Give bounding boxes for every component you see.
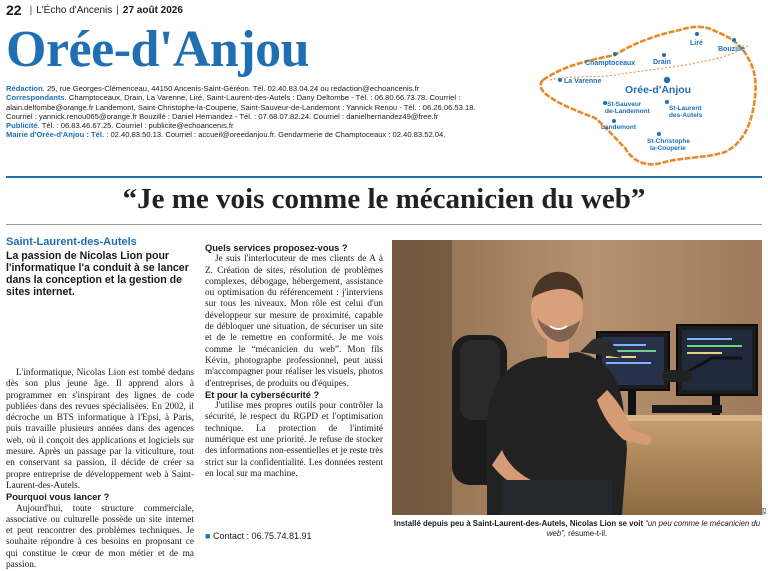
label-oree: Orée-d'Anjou <box>625 84 692 96</box>
label-st-laurent-2: des-Autels <box>669 112 703 119</box>
label-st-sauveur-2: de-Landemont <box>605 108 650 115</box>
contact-redaction: Rédaction. 25, rue Georges-Clémenceau, 44150 Ancenis-Saint-Géréon. Tél. 02.40.83.04.24 ou redaction@echoancenis.fr <box>6 84 420 93</box>
label-st-christophe-1: St-Christophe <box>647 138 690 145</box>
square-bullet-icon: ■ <box>205 531 211 541</box>
dot-st-laurent <box>665 100 669 104</box>
question: Et pour la cybersécurité ? <box>205 389 320 400</box>
label-st-laurent-1: St-Laurent <box>669 105 702 112</box>
contact-publicite: Publicité. Tél. : 06.83.46.67.25. Courriel : publicite@echoancenis.fr <box>6 121 234 131</box>
article-lead: La passion de Nicolas Lion pour l'informatique l'a conduit à se lancer dans la conception et la gestion de sites internet. <box>6 250 189 298</box>
contacts-block <box>6 84 486 140</box>
label-lire: Liré <box>690 40 703 47</box>
section-title: Orée-d'Anjou <box>6 21 310 78</box>
article-column-1 <box>6 236 194 571</box>
article-kicker: Saint-Laurent-des-Autels <box>6 236 137 248</box>
page-header: 22 | L'Écho d'Ancenis | 27 août 2026 <box>6 2 183 18</box>
paragraph: J'utilise mes propres outils pour contrôler la sécurité, le respect du RGPD et l'optimisation technique. La protection de l'intimité numérique est une priorité. Je refuse de stocker des informations non-essentielles et je reste très strict sur la confidentialité. Les données restent en local sur ma machine. <box>205 401 383 479</box>
contact-mairie: Mairie d'Orée-d'Anjou : Tél. : 02.40.83.50.13. Courriel : accueil@oreedanjou.fr. Gendarmerie de Champtoceaux : 02.40.83.52.04. <box>6 130 446 140</box>
dot-drain <box>662 53 666 57</box>
question: Quels services proposez-vous ? <box>205 243 348 253</box>
label-drain: Drain <box>653 59 671 66</box>
issue-date: 27 août 2026 <box>122 4 183 16</box>
page-number: 22 <box>6 2 22 18</box>
paragraph: Je suis l'interlocuteur de mes clients de A à Z. Création de sites, résolution de problèmes complexes, débogage, hébergement, assistance ou optimisation du référencement : j'interviens sur tous les niveaux. Mon rôle est celui d'un développeur sur mesure de proximité, capable de débloquer une situation, de sécuriser un site et de le remettre en conformité. Je me vois comme le “mécanicien du web”. Mon fils Kévin, photographe professionnel, peut aussi m'accompagner pour réaliser les visuels, photos d'entreprises, de produits ou d'équipes. <box>205 254 383 389</box>
dot-landemont <box>612 119 616 123</box>
dot-la-varenne <box>558 78 562 82</box>
contact-phone: 06.75.74.81.91 <box>251 531 312 541</box>
photo-credit: EB <box>760 508 766 515</box>
label-bouzille: Bouzillé <box>718 46 745 53</box>
dot-st-christophe <box>657 132 661 136</box>
label-la-varenne: La Varenne <box>564 78 602 85</box>
dot-oree <box>664 77 670 83</box>
contact-correspondants: Correspondants. Champtoceaux, Drain, La Varenne, Liré, Saint-Laurent-des-Autels : Dany Deltombe - Tél. : 06.80.66.73.78. Courriel : alain.deltombe@orange.fr Landemont, Saint-Christophe-la-Couperie, Saint-Sauveur-de-Landemont : Yannick Renou - Tél. : 06.26.06.53.18. Courriel : yannick.renou065@orange.fr Bouzillé : Daniel Hernandez - Tél. : 07.68.07.82.24. Courriel : danielhernandez49@free.fr <box>6 93 476 121</box>
paragraph: Aujourd'hui, toute structure commerciale, associative ou culturelle possède un site internet et peut rencontrer des problèmes techniques. Je souhaite répondre à ces besoins en proposant ce qui constitue le cœur de mon métier et de ma passion. <box>6 503 194 571</box>
question: Pourquoi vous lancer ? <box>6 492 110 503</box>
article-photo <box>392 240 762 515</box>
dot-lire <box>695 32 699 36</box>
photo-caption: Installé depuis peu à Saint-Laurent-des-Autels, Nicolas Lion se voit “un peu comme le mécanicien du web”, résume-t-il. <box>393 519 761 538</box>
photo-illustration <box>392 240 762 515</box>
label-champtoceaux: Champtoceaux <box>585 60 636 67</box>
newspaper-name: L'Écho d'Ancenis <box>36 4 113 16</box>
article-column-2 <box>205 243 383 480</box>
label-landemont: Landemont <box>601 124 637 131</box>
headline-rule <box>6 224 762 225</box>
dot-champtoceaux <box>613 52 617 56</box>
contact-line: ■ Contact : 06.75.74.81.91 <box>205 531 312 541</box>
dot-bouzille <box>732 38 736 42</box>
label-st-sauveur-1: St-Sauveur <box>607 101 642 108</box>
paragraph: L'informatique, Nicolas Lion est tombé dedans dès son plus jeune âge. Il apprend alors à programmer en s'inspirant des lignes de code publiées dans des revues spécialisées. En 2002, il décroche un BTS informatique à l'Epsi, à Paris, puis travaille plusieurs années dans des agences web, où il conçoit des applications et logiciels sur mesure. Après un passage par la viticulture, tout en conservant sa passion, il décide de créer sa propre entreprise de développement web à Saint-Laurent-des-Autels. <box>6 368 194 491</box>
label-st-christophe-2: la-Couperie <box>650 145 686 152</box>
article-headline: “Je me vois comme le mécanicien du web” <box>122 183 646 215</box>
commune-map <box>535 20 763 170</box>
